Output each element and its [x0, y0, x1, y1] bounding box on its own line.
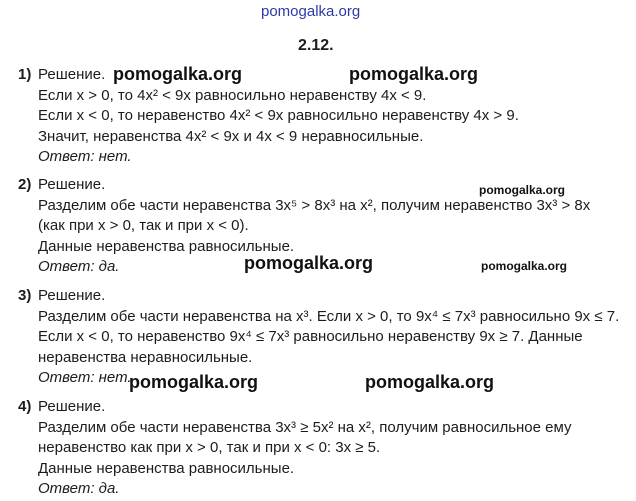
watermark: pomogalka.org: [113, 64, 243, 84]
watermark: pomogalka.org: [349, 64, 479, 84]
watermark: pomogalka.org: [365, 372, 495, 392]
solution-line: неравенства неравносильные.: [38, 348, 253, 366]
solution-line: Если x < 0, то неравенство 4x² < 9x равносильно неравенству 4x > 9.: [38, 107, 519, 124]
answer-line: Ответ: да.: [38, 480, 120, 497]
answer-line: Ответ: да.: [38, 258, 120, 275]
section-number: 1): [18, 66, 32, 83]
solution-line: Данные неравенства равносильные.: [38, 237, 295, 255]
solution-line: Разделим обе части неравенства 3x³ ≥ 5x² на x², получим равносильное ему: [38, 418, 572, 436]
section-number: 4): [18, 398, 32, 415]
solution-line: Разделим обе части неравенства на x³. Если x > 0, то 9x⁴ ≤ 7x³ равносильно 9x ≤ 7.: [38, 307, 620, 325]
solution-heading: Решение.: [38, 176, 106, 193]
solution-line: Значит, неравенства 4x² < 9x и 4x < 9 неравносильные.: [38, 127, 424, 145]
answer-line: Ответ: нет.: [38, 369, 132, 386]
solution-line: Если x > 0, то 4x² < 9x равносильно неравенству 4x < 9.: [38, 86, 427, 104]
solution-heading: Решение.: [38, 287, 106, 304]
solution-section-1: [18, 65, 519, 168]
solution-section-4: [18, 397, 571, 500]
solution-section-2: [18, 175, 590, 278]
solution-section-3: [18, 286, 619, 389]
section-number: 3): [18, 287, 32, 304]
task-number-title: 2.12.: [298, 37, 334, 54]
solution-heading: Решение.: [38, 398, 106, 415]
watermark: pomogalka.org: [129, 372, 259, 392]
watermark-top: pomogalka.org: [261, 3, 361, 20]
watermark: pomogalka.org: [244, 253, 374, 273]
watermark: pomogalka.org: [479, 183, 566, 197]
solution-line: (как при x > 0, так и при x < 0).: [38, 217, 249, 234]
watermark: pomogalka.org: [481, 259, 568, 273]
solution-line: Если x < 0, то неравенство 9x⁴ ≤ 7x³ равносильно неравенству 9x ≥ 7. Данные: [38, 328, 583, 345]
solution-line: Данные неравенства равносильные.: [38, 459, 295, 477]
answer-line: Ответ: нет.: [38, 148, 132, 165]
solution-line: Разделим обе части неравенства 3x⁵ > 8x³ на x², получим неравенство 3x³ > 8x: [38, 196, 591, 214]
section-number: 2): [18, 176, 32, 193]
solution-line: неравенство как при x > 0, так и при x < 0: 3x ≥ 5.: [38, 439, 381, 456]
solution-heading: Решение.: [38, 66, 106, 83]
